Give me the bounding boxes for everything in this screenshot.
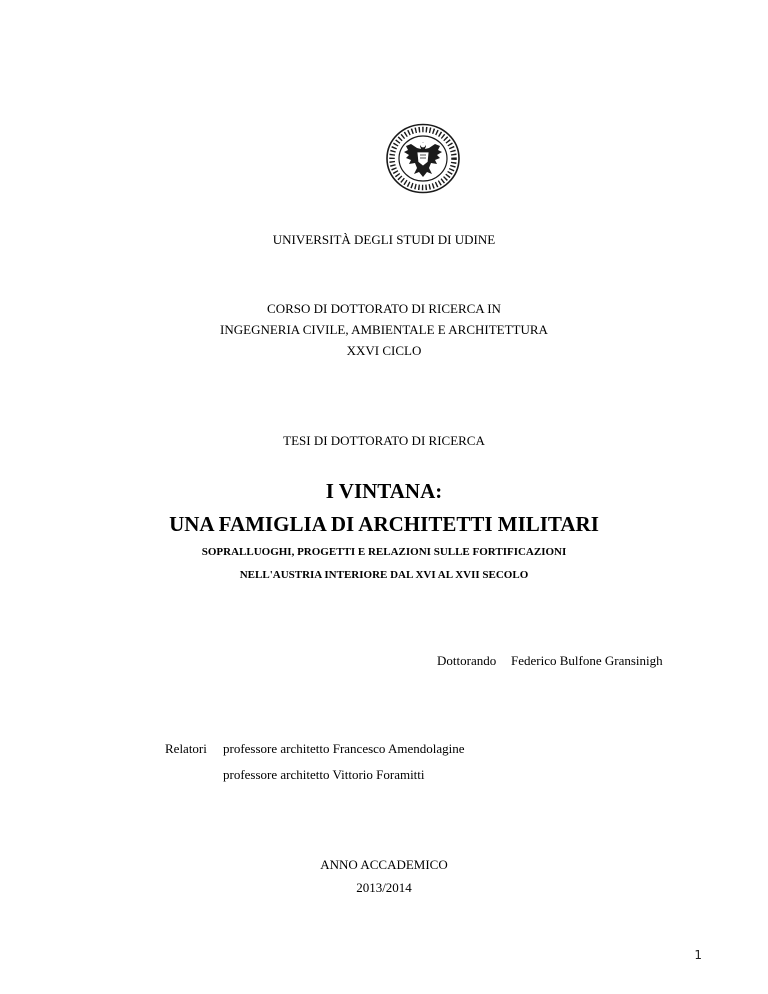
course-line-1: CORSO DI DOTTORATO DI RICERCA IN [267, 301, 501, 316]
academic-year-value: 2013/2014 [356, 880, 412, 895]
supervisor-name-2: professore architetto Vittorio Foramitti [223, 767, 425, 782]
thesis-title-line-1: I VINTANA: [325, 479, 443, 503]
candidate-label: Dottorando [437, 653, 497, 668]
candidate-name: Federico Bulfone Gransinigh [511, 653, 663, 668]
thesis-subtitle-line-2: NELL'AUSTRIA INTERIORE DAL XVI AL XVII SECOLO [239, 569, 529, 581]
supervisors-label: Relatori [165, 741, 207, 756]
page-number: 1 [694, 948, 702, 962]
thesis-subtitle-line-1: SOPRALLUOGHI, PROGETTI E RELAZIONI SULLE FORTIFICAZIONI [201, 546, 567, 558]
course-line-2: INGEGNERIA CIVILE, AMBIENTALE E ARCHITETTURA [220, 322, 548, 337]
university-seal-icon [373, 122, 473, 195]
supervisor-name-1: professore architetto Francesco Amendolagine [223, 741, 465, 756]
course-cycle: XXVI CICLO [346, 343, 422, 358]
thesis-type: TESI DI DOTTORATO DI RICERCA [283, 433, 485, 448]
university-name: UNIVERSITÀ DEGLI STUDI DI UDINE [272, 232, 496, 247]
thesis-title-line-2: UNA FAMIGLIA DI ARCHITETTI MILITARI [169, 512, 599, 536]
academic-year-label: ANNO ACCADEMICO [320, 857, 448, 872]
